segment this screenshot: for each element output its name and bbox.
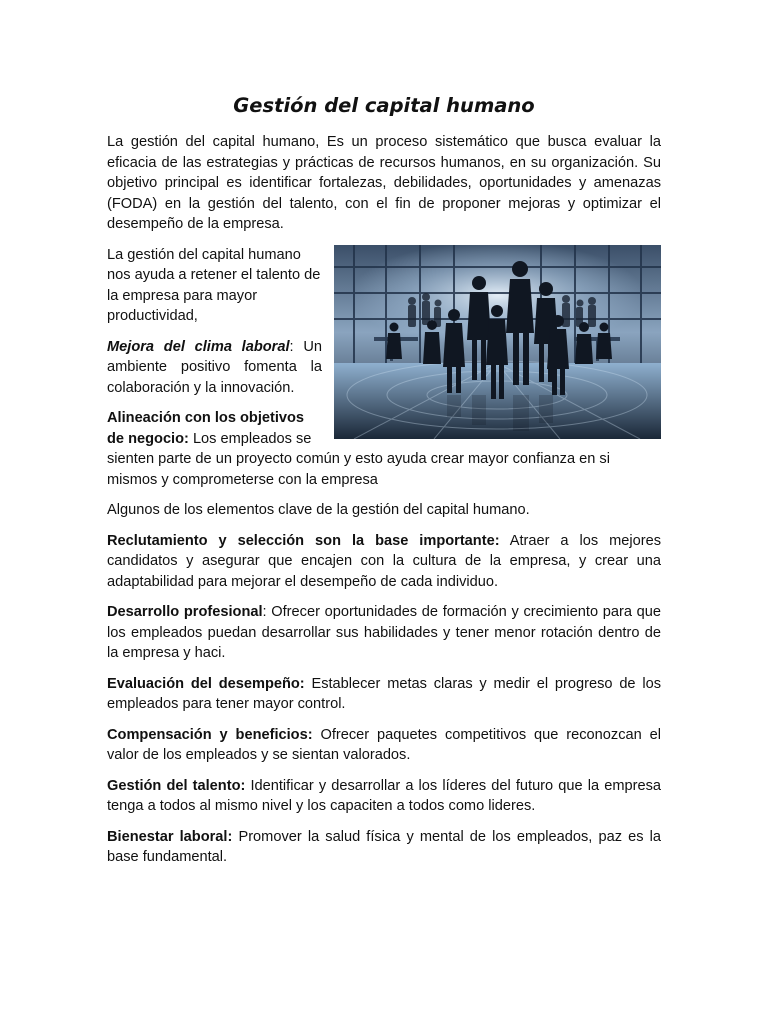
element-text: Establecer metas claras y medir el progreso de los empleados para tener mayor control. bbox=[107, 675, 661, 712]
element-talento bbox=[107, 776, 661, 817]
element-reclutamiento bbox=[107, 531, 661, 593]
alineacion-label: Alineación con los objetivos de negocio: bbox=[107, 410, 305, 447]
element-text: Atraer a los mejores candidatos y asegurar que encajen con la cultura de la empresa, y crear una adaptabilidad para mejorar el desempeño de cada individuo. bbox=[107, 532, 661, 590]
element-label: Reclutamiento y selección son la base importante: bbox=[107, 532, 500, 549]
element-text: : Ofrecer oportunidades de formación y crecimiento para que los empleados puedan desarrollar sus habilidades y tener menor rotación dentro de la empresa y haci. bbox=[107, 604, 661, 661]
alineacion-text: Los empleados se sienten parte de un proyecto común y esto ayuda crear mayor confianza en si mismos y comprometerse con la empresa bbox=[107, 430, 610, 488]
element-label: Desarrollo profesional bbox=[107, 604, 263, 620]
element-text: Identificar y desarrollar a los líderes del futuro que la empresa tenga a todos al mismo nivel y los capaciten a todos como lideres. bbox=[107, 777, 661, 814]
element-label: Bienestar laboral: bbox=[107, 828, 233, 845]
element-text: Promover la salud física y mental de los empleados, paz es la base fundamental. bbox=[107, 828, 661, 865]
element-desarrollo bbox=[107, 602, 661, 664]
element-label: Gestión del talento: bbox=[107, 777, 246, 794]
element-label: Evaluación del desempeño: bbox=[107, 675, 305, 692]
elements-intro: Algunos de los elementos clave de la gestión del capital humano. bbox=[107, 502, 530, 518]
document-title: Gestión del capital humano bbox=[233, 94, 535, 117]
talent-paragraph: La gestión del capital humano nos ayuda a retener el talento de la empresa para mayor productividad, bbox=[107, 246, 321, 324]
element-bienestar bbox=[107, 827, 661, 868]
element-compensacion bbox=[107, 725, 661, 766]
element-text: Ofrecer paquetes competitivos que reconozcan el valor de los empleados y se sientan valorados. bbox=[107, 726, 661, 763]
clima-label: Mejora del clima laboral bbox=[107, 338, 290, 355]
element-label: Compensación y beneficios: bbox=[107, 726, 313, 743]
element-evaluacion bbox=[107, 674, 661, 715]
clima-text: : Un ambiente positivo fomenta la colaboración y la innovación. bbox=[107, 338, 322, 396]
intro-paragraph: La gestión del capital humano, Es un proceso sistemático que busca evaluar la eficacia de las estrategias y prácticas de recursos humanos, en su organización. Su objetivo principal es identificar fortalezas, debilidades, oportunidades y amenazas (FODA) en la gestión del talento, con el fin de proponer mejoras y optimizar el desempeño de la empresa. bbox=[107, 134, 661, 232]
business-team-illustration bbox=[334, 245, 661, 439]
